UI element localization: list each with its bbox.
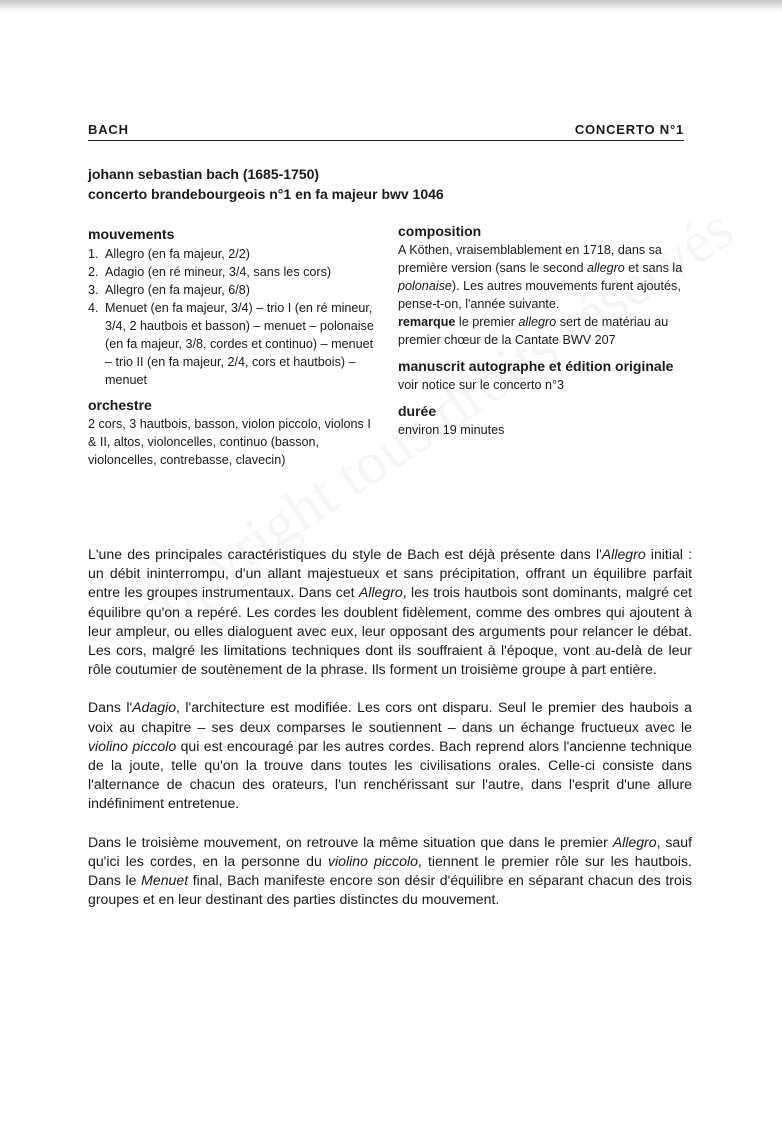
italic-run: polonaise [398, 279, 452, 293]
italic-run: Allegro [601, 546, 646, 562]
text-run: , sauf qu'ici les cordes, en la personne du [88, 833, 692, 869]
item-number: 2. [88, 265, 99, 279]
text-run: sert de matériau au premier chœur de la Cantate BWV 207 [398, 315, 669, 347]
italic-run: allegro [518, 315, 557, 329]
text-run: Dans le troisième mouvement, on retrouve la même situation que dans le premier [88, 833, 613, 850]
orchestre-text: 2 cors, 3 hautbois, basson, violon piccolo, violons I & II, altos, violoncelles, continuo (basson, violoncelles, contrebasse, clavecin) [88, 417, 371, 467]
remark-text [398, 313, 693, 349]
text-run: L'une des principales caractéristiques du style de Bach est déjà présente dans l' [88, 546, 602, 562]
italic-run: Allegro [358, 584, 403, 601]
item-number: 1. [88, 247, 99, 261]
orchestre-heading: orchestre [88, 397, 152, 413]
text-run: ). Les autres mouvements furent ajoutés, pense-t-on, l'année suivante. [398, 279, 681, 311]
list-item [88, 263, 378, 281]
text-run: initial : un débit ininterrompu, d'un allant majestueux et sans précipitation, offrant un équilibre parfait entre les groupes instrumentaux. Dans cet [88, 546, 692, 601]
item-text: Allegro (en fa majeur, 6/8) [105, 283, 250, 297]
text-run: et sans la [624, 261, 683, 275]
paragraph [88, 698, 692, 813]
italic-run: Menuet [141, 872, 189, 889]
duree-text: environ 19 minutes [398, 423, 505, 437]
composer-title: johann sebastian bach (1685-1750) [88, 166, 320, 182]
paragraph [88, 545, 692, 679]
text-run: A Köthen, vraisemblablement en 1718, dans sa première version (sans le second [398, 243, 662, 275]
italic-run: allegro [587, 261, 625, 275]
list-item [88, 299, 378, 389]
composition-text [398, 241, 693, 313]
header-work: CONCERTO N°1 [574, 122, 684, 137]
text-run: qui est encouragé par les autres cordes. Bach reprend alors l'ancienne technique de la joute, telle qu'on la trouve dans toutes les civilisations orales. Celle-ci consiste dans l'alternance de chacun des orateurs, l'un renchérissant sur l'autre, dans l'esprit d'une allure indéfiniment entretenue. [88, 737, 692, 812]
item-text: Adagio (en ré mineur, 3/4, sans les cors) [105, 265, 332, 279]
italic-run: Adagio [132, 699, 177, 716]
scan-top-shade [0, 0, 782, 12]
text-run: Dans l' [88, 699, 133, 716]
left-column [88, 225, 378, 469]
running-header [88, 120, 684, 141]
item-number: 3. [88, 283, 99, 297]
text-run: , tiennent le premier rôle sur les hautbois. Dans le [88, 852, 692, 889]
item-text: Allegro (en fa majeur, 2/2) [105, 247, 250, 261]
item-text: Menuet (en fa majeur, 3/4) – trio I (en ré mineur, 3/4, 2 hautbois et basson) – menuet – polonaise (en fa majeur, 3/8, cordes et continuo) – menuet – trio II (en fa majeur, 2/4, cors et hautbois) – menuet [105, 301, 374, 387]
remark-label: remarque [398, 315, 456, 329]
item-number: 4. [88, 301, 99, 315]
manuscrit-heading: manuscrit autographe et édition originale [398, 358, 674, 374]
manuscrit-text: voir notice sur le concerto n°3 [398, 378, 565, 392]
text-run: le premier [455, 315, 519, 329]
composition-heading: composition [398, 223, 482, 239]
mouvements-list [88, 245, 378, 389]
header-composer: BACH [88, 122, 129, 137]
right-column [398, 222, 693, 439]
text-run: , l'architecture est modifiée. Les cors ont disparu. Seul le premier des haubois a voix au chapitre – ses deux comparses le soutiennent – dans un échange fructueux avec le [88, 699, 692, 735]
work-title: concerto brandebourgeois n°1 en fa majeur bwv 1046 [88, 186, 444, 202]
duree-heading: durée [398, 403, 437, 419]
italic-run: violino piccolo [88, 737, 177, 754]
commentary-body [88, 545, 692, 928]
italic-run: Allegro [612, 833, 657, 850]
mouvements-heading: mouvements [88, 226, 175, 242]
text-run: , les trois hautbois sont dominants, malgré cet équilibre qu'on a repéré. Les cordes les doublent fidèlement, comme des ombres qui ajoutent à leur ampleur, ou elles dialoguent avec eux, leur opposant des arguments pour relancer le débat. Les cors, malgré les limitations techniques dont ils souffraient à l'époque, vont au-delà de leur rôle coutumier de soutènement de la phrase. Ils forment un troisième groupe à part entière. [88, 584, 692, 678]
list-item [88, 281, 378, 299]
text-run: final, Bach manifeste encore son désir d'équilibre en séparant chacun des trois groupes et en leur destinant des parties distinctes du mouvement. [88, 872, 692, 908]
italic-run: violino piccolo [327, 852, 418, 869]
paragraph [88, 833, 692, 910]
list-item [88, 245, 378, 263]
